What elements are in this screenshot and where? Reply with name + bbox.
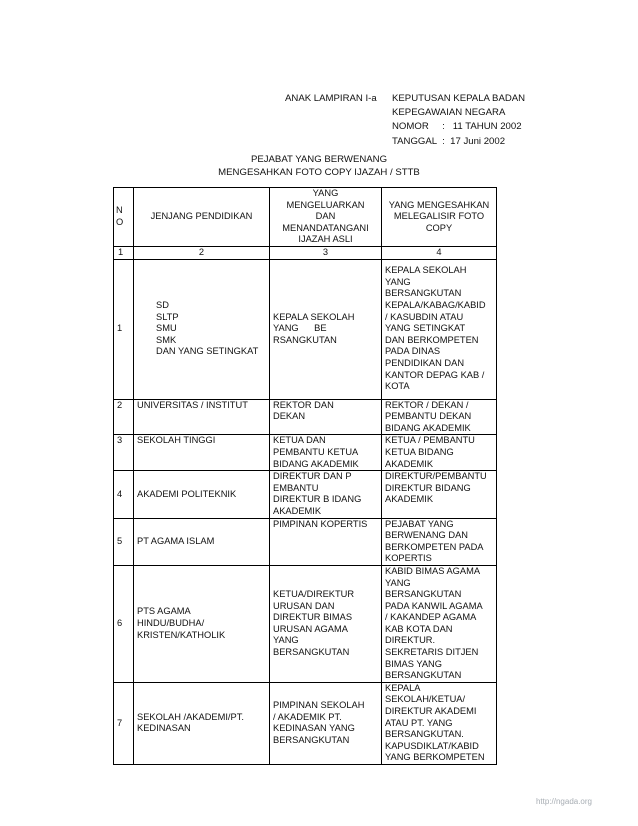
col-number: 3 [270,246,382,259]
col-number: 4 [382,246,497,259]
legalizing-official: KEPALA SEKOLAH YANG BERSANGKUTAN KEPALA/KABAG/KABID / KASUBDIN ATAU YANG SETINGKAT DAN BERKOMPETEN PADA DINAS PENDIDIKAN DAN KANTOR DEPAG KAB / KOTA [382,259,497,399]
education-level: AKADEMI POLITEKNIK [134,471,270,518]
source-watermark: http://ngada.org [535,797,592,806]
col-header-level: JENJANG PENDIDIKAN [134,188,270,247]
legalizing-official: PEJABAT YANG BERWENANG DAN BERKOMPETEN PADA KOPERTIS [382,518,497,565]
table-row [114,471,497,518]
legalizing-official: DIREKTUR/PEMBANTU DIREKTUR BIDANG AKADEMIK [382,471,497,518]
education-level: SD SLTP SMU SMK DAN YANG SETINGKAT [134,259,270,399]
decree-line: KEPEGAWAIAN NEGARA [392,107,506,119]
header-row [114,188,497,247]
table-row [114,399,497,435]
row-number: 1 [114,259,134,399]
legalizing-official: KABID BIMAS AGAMA YANG BERSANGKUTAN PADA KANWIL AGAMA / KAKANDEP AGAMA KAB KOTA DAN DIREKTUR. SEKRETARIS DITJEN BIMAS YANG BERSANGKUTAN [382,565,497,682]
row-number: 2 [114,399,134,435]
row-number: 6 [114,565,134,682]
education-level: SEKOLAH /AKADEMI/PT. KEDINASAN [134,682,270,764]
row-number: 4 [114,471,134,518]
issuing-official: PIMPINAN SEKOLAH / AKADEMIK PT. KEDINASAN YANG BERSANGKUTAN [270,682,382,764]
row-number: 5 [114,518,134,565]
legalizing-official: KEPALA SEKOLAH/KETUA/ DIREKTUR AKADEMI ATAU PT. YANG BERSANGKUTAN. KAPUSDIKLAT/KABID YANG BERKOMPETEN [382,682,497,764]
issuing-official: DIREKTUR DAN P EMBANTU DIREKTUR B IDANG AKADEMIK [270,471,382,518]
col-header-no: N O [114,188,134,247]
table-row [114,259,497,399]
document-title: PEJABAT YANG BERWENANG [250,154,388,165]
decree-date: TANGGAL : 17 Juni 2002 [392,135,506,147]
table-row [114,435,497,471]
document-subtitle: MENGESAHKAN FOTO COPY IJAZAH / STTB [218,167,420,178]
education-level: SEKOLAH TINGGI [134,435,270,471]
education-level: PT AGAMA ISLAM [134,518,270,565]
row-number: 7 [114,682,134,764]
issuing-official: PIMPINAN KOPERTIS [270,518,382,565]
legalizing-official: KETUA / PEMBANTU KETUA BIDANG AKADEMIK [382,435,497,471]
decree-line: KEPUTUSAN KEPALA BADAN [392,93,526,104]
decree-number: NOMOR : 11 TAHUN 2002 [392,121,522,133]
education-level: PTS AGAMA HINDU/BUDHA/ KRISTEN/KATHOLIK [134,565,270,682]
issuing-official: KETUA/DIREKTUR URUSAN DAN DIREKTUR BIMAS URUSAN AGAMA YANG BERSANGKUTAN [270,565,382,682]
table-row [114,682,497,764]
column-number-row [114,246,497,259]
col-header-legalizer: YANG MENGESAHKAN MELEGALISIR FOTO COPY [382,188,497,247]
annex-label: ANAK LAMPIRAN I-a [285,93,377,104]
table-row [114,518,497,565]
decree-reference [392,92,525,149]
col-header-issuer: YANG MENGELUARKAN DAN MENANDATANGANI IJAZAH ASLI [270,188,382,247]
legalizing-official: REKTOR / DEKAN / PEMBANTU DEKAN BIDANG AKADEMIK [382,399,497,435]
row-number: 3 [114,435,134,471]
issuing-official: REKTOR DAN DEKAN [270,399,382,435]
table-row [114,565,497,682]
authority-table [113,187,497,765]
issuing-official: KETUA DAN PEMBANTU KETUA BIDANG AKADEMIK [270,435,382,471]
issuing-official: KEPALA SEKOLAH YANG BE RSANGKUTAN [270,259,382,399]
col-number: 2 [134,246,270,259]
col-number: 1 [114,246,134,259]
education-level: UNIVERSITAS / INSTITUT [134,399,270,435]
